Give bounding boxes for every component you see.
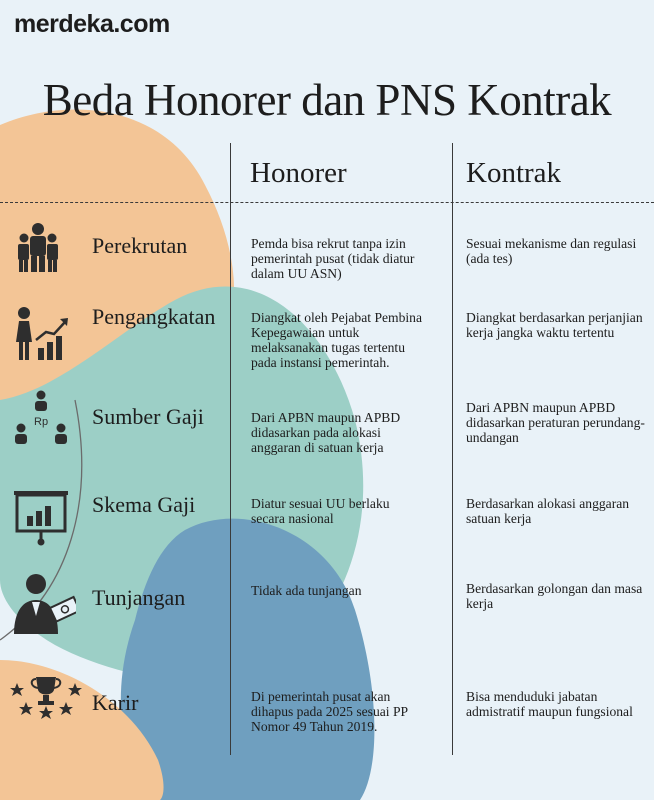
row-label-sumber-gaji: Sumber Gaji [92,404,204,429]
trophy-stars-icon [8,674,84,722]
row-label-perekrutan: Perekrutan [92,233,188,258]
kontrak-sumber-gaji: Dari APBN maupun APBD didasarkan peraturan perundang-undangan [466,400,645,445]
people-group-icon [16,222,60,274]
brand-logo: merdeka.com [14,10,170,38]
honorer-skema-gaji: Diatur sesuai UU berlaku secara nasional [251,496,390,526]
kontrak-karir: Bisa menduduki jabatan admistratif maupun fungsional [466,689,633,719]
honorer-pengangkatan: Diangkat oleh Pejabat Pembina Kepegawaian untuk melaksanakan tugas tertentu pada instansi pemerintah. [251,310,423,370]
kontrak-skema-gaji: Berdasarkan alokasi anggaran satuan kerja [466,496,630,526]
column-header-honorer: Honorer [250,157,347,189]
kontrak-pengangkatan: Diangkat berdasarkan perjanjian kerja jangka waktu tertentu [466,310,643,340]
person-growth-chart-icon [12,306,70,362]
rupiah-label: Rp [34,416,49,428]
column-divider-left [230,143,231,755]
honorer-sumber-gaji: Dari APBN maupun APBD didasarkan pada alokasi anggaran di satuan kerja [251,410,401,455]
honorer-perekrutan: Pemda bisa rekrut tanpa izin pemerintah pusat (tidak diatur dalam UU ASN) [251,236,415,281]
row-label-tunjangan: Tunjangan [92,585,186,610]
kontrak-perekrutan: Sesuai mekanisme dan regulasi (ada tes) [466,236,637,266]
kontrak-tunjangan: Berdasarkan golongan dan masa kerja [466,581,643,611]
worker-money-icon [10,572,76,636]
row-label-skema-gaji: Skema Gaji [92,492,196,517]
row-label-pengangkatan: Pengangkatan [92,304,216,329]
column-header-kontrak: Kontrak [466,157,562,189]
row-label-karir: Karir [92,690,139,715]
honorer-tunjangan: Tidak ada tunjangan [251,583,362,598]
column-divider-right [452,143,453,755]
salary-source-icon [12,390,70,446]
header-divider [0,202,654,203]
honorer-karir: Di pemerintah pusat akan dihapus pada 2025 sesuai PP Nomor 49 Tahun 2019. [251,689,408,734]
page-title: Beda Honorer dan PNS Kontrak [42,75,612,125]
presentation-board-icon [12,488,70,548]
